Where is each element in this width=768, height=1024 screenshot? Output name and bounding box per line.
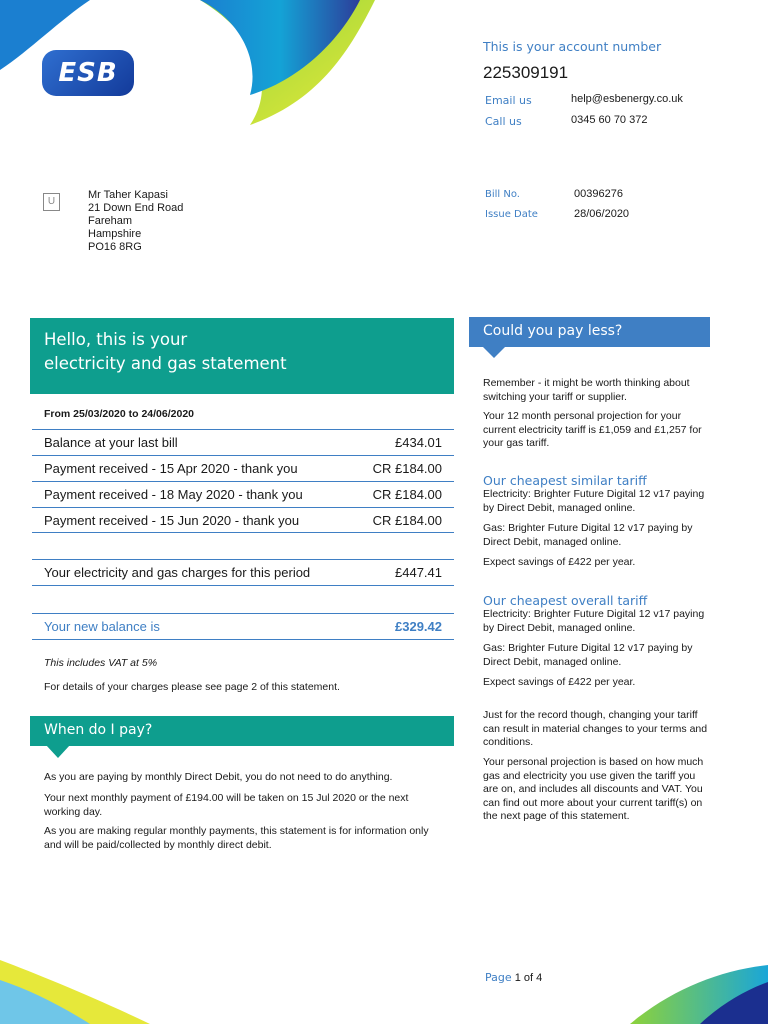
email-label: Email us: [485, 94, 532, 107]
pay-less-intro: Remember - it might be worth thinking about switching your tariff or supplier.: [483, 377, 690, 403]
new-balance-row: [32, 614, 454, 640]
row-amount: CR £184.00: [372, 487, 442, 502]
esb-logo-text: ESB: [58, 58, 118, 88]
charges-amount: £447.41: [395, 565, 442, 580]
row-label: Payment received - 18 May 2020 - thank you: [44, 487, 303, 502]
statement-title-line2: electricity and gas statement: [44, 354, 287, 373]
overall-tariff-electricity: Electricity: Brighter Future Digital 12 v17 paying by Direct Debit, managed online.: [483, 608, 705, 634]
row-amount: CR £184.00: [372, 512, 442, 528]
email-link[interactable]: help@esbenergy.co.uk: [571, 93, 683, 105]
page-indicator: [485, 971, 542, 984]
address-line: Mr Taher Kapasi: [88, 189, 168, 201]
bill-no-label: Bill No.: [485, 189, 520, 200]
when-pay-paragraph: As you are paying by monthly Direct Debit, you do not need to do anything.: [44, 771, 393, 783]
similar-tariff-electricity: Electricity: Brighter Future Digital 12 v17 paying by Direct Debit, managed online.: [483, 488, 705, 514]
similar-tariff-savings: Expect savings of £422 per year.: [483, 556, 636, 568]
address-line: Hampshire: [88, 228, 142, 240]
mail-sort-marker: U: [43, 193, 60, 211]
account-number-heading: This is your account number: [483, 39, 662, 54]
similar-tariff-gas: Gas: Brighter Future Digital 12 v17 paying by Direct Debit, managed online.: [483, 522, 693, 548]
vat-note: This includes VAT at 5%: [44, 657, 158, 669]
banner-pointer: [482, 346, 506, 359]
details-note: For details of your charges please see page 2 of this statement.: [44, 681, 340, 693]
issue-date: 28/06/2020: [574, 208, 630, 220]
statement-title: [44, 328, 287, 376]
address-line: 21 Down End Road: [88, 202, 184, 214]
when-pay-banner: [30, 716, 454, 746]
pay-less-projection: Your 12 month personal projection for your current electricity tariff is £1,059 and £1,257 for your gas tariff.: [483, 410, 702, 449]
banner-pointer: [46, 745, 70, 759]
statement-banner: [30, 318, 454, 394]
pay-less-title: Could you pay less?: [483, 323, 623, 339]
new-balance-amount: £329.42: [395, 619, 442, 634]
issue-date-label: Issue Date: [485, 209, 538, 220]
page-label: Page: [485, 971, 512, 984]
projection-note: Your personal projection is based on how much gas and electricity you use given the tariff you are on, and includes all discounts and VAT. You can find out more about your current tariff(s) on the next page of this statement.: [483, 756, 704, 822]
similar-tariff-heading: Our cheapest similar tariff: [483, 473, 647, 488]
charges-row: [32, 560, 454, 586]
address-line: Fareham: [88, 215, 133, 227]
row-amount: CR £184.00: [372, 461, 442, 476]
overall-tariff-heading: Our cheapest overall tariff: [483, 593, 648, 608]
row-label: Payment received - 15 Jun 2020 - thank you: [44, 512, 300, 528]
bill-no: 00396276: [574, 188, 623, 200]
when-pay-title: When do I pay?: [44, 722, 153, 738]
call-label: Call us: [485, 115, 522, 128]
recipient-address: [88, 189, 183, 254]
statement-period: From 25/03/2020 to 24/06/2020: [44, 408, 195, 420]
table-row: [32, 507, 454, 533]
statement-title-line1: Hello, this is your: [44, 330, 188, 349]
row-amount: £434.01: [395, 435, 442, 450]
address-line: PO16 8RG: [88, 241, 142, 253]
new-balance-label: Your new balance is: [44, 619, 160, 634]
table-row: [32, 481, 454, 507]
table-row: [32, 455, 454, 481]
row-label: Balance at your last bill: [44, 435, 178, 450]
when-pay-paragraph: As you are making regular monthly payments, this statement is for information only and will be paid/collected by monthly direct debit.: [44, 825, 429, 851]
footer-swoosh-left: [0, 950, 160, 1024]
overall-tariff-savings: Expect savings of £422 per year.: [483, 676, 636, 688]
when-pay-paragraph: Your next monthly payment of £194.00 will be taken on 15 Jul 2020 or the next working day.: [44, 792, 409, 818]
account-number: 225309191: [483, 63, 569, 82]
charges-label: Your electricity and gas charges for this period: [44, 565, 311, 580]
row-label: Payment received - 15 Apr 2020 - thank you: [44, 461, 298, 476]
page-number: 1 of 4: [514, 972, 543, 984]
phone-number: 0345 60 70 372: [571, 114, 648, 126]
table-row: [32, 429, 454, 455]
overall-tariff-gas: Gas: Brighter Future Digital 12 v17 paying by Direct Debit, managed online.: [483, 642, 693, 668]
esb-logo: [42, 50, 134, 96]
pay-less-banner: [469, 317, 710, 347]
record-note: Just for the record though, changing your tariff can result in material changes to your terms and conditions.: [483, 709, 708, 748]
footer-swoosh-right: [620, 960, 768, 1024]
